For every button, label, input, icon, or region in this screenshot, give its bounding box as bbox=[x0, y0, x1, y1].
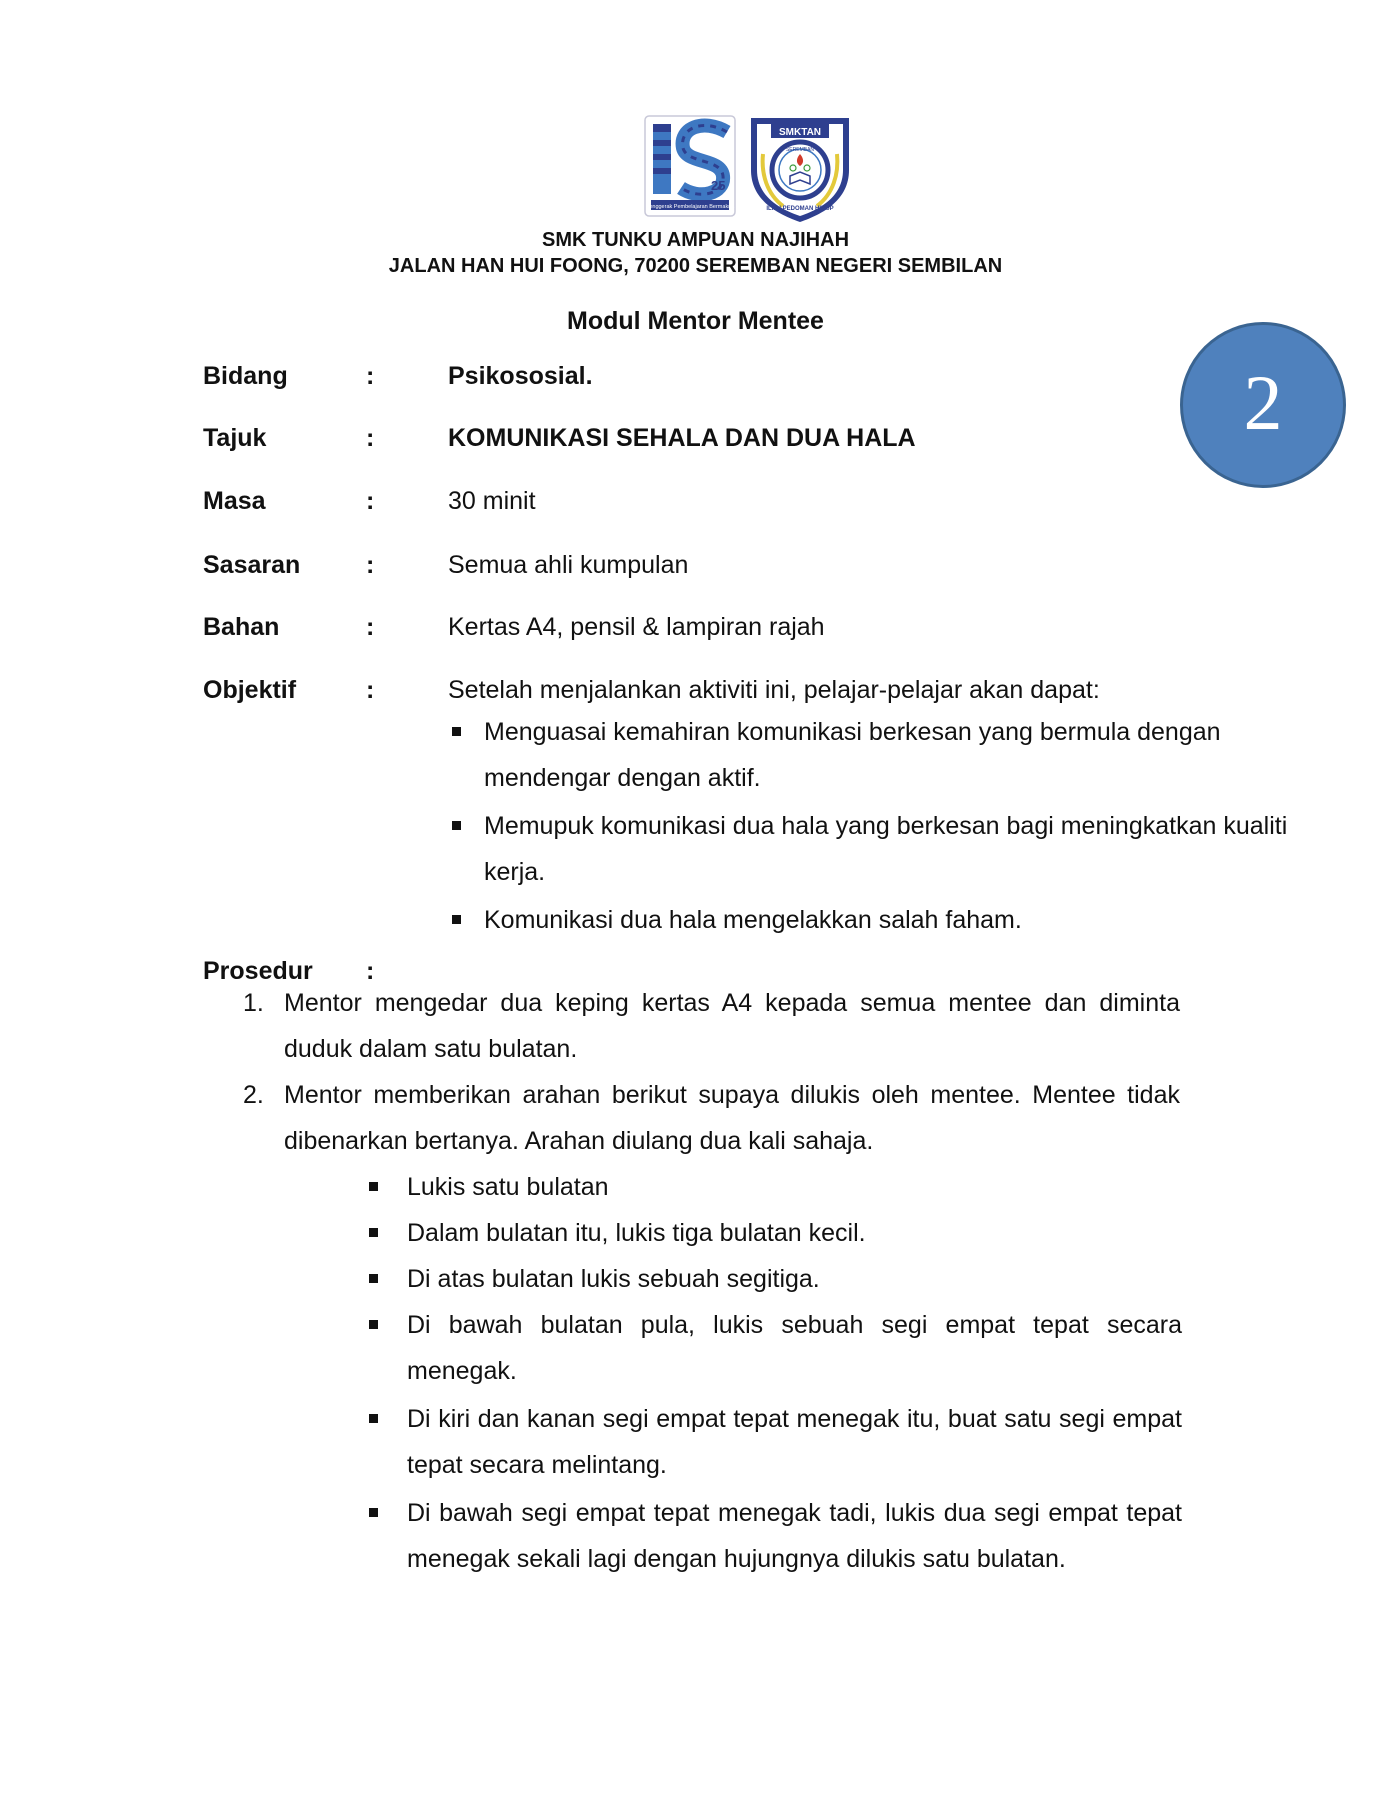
bullet-square-icon bbox=[369, 1274, 378, 1283]
objective-text: Menguasai kemahiran komunikasi berkesan yang bermula dengan mendengar dengan aktif. bbox=[484, 718, 1221, 792]
crest-ring-text: SEREMBAN bbox=[785, 147, 815, 153]
bullet-square-icon bbox=[452, 727, 461, 736]
objective-item bbox=[448, 709, 1303, 801]
crest-title: SMKTAN bbox=[778, 127, 822, 138]
field-value-bahan: Kertas A4, pensil & lampiran rajah bbox=[448, 613, 825, 641]
crest-motto: ILMU PEDOMAN HIDUP bbox=[766, 206, 834, 212]
bullet-square-icon bbox=[369, 1414, 378, 1423]
field-colon: : bbox=[366, 424, 375, 452]
page-number: 2 bbox=[1243, 359, 1283, 446]
field-colon: : bbox=[366, 487, 375, 515]
step-text: Mentor memberikan arahan berikut supaya dilukis oleh mentee. Mentee tidak dibenarkan bertanya. Arahan diulang dua kali sahaja. bbox=[284, 1081, 1180, 1155]
procedure-step bbox=[243, 980, 1180, 1072]
school-address: JALAN HAN HUI FOONG, 70200 SEREMBAN NEGERI SEMBILAN bbox=[388, 255, 1003, 277]
bullet-square-icon bbox=[452, 915, 461, 924]
instruction-text: Lukis satu bulatan bbox=[407, 1173, 609, 1201]
field-colon: : bbox=[366, 551, 375, 579]
objective-text: Memupuk komunikasi dua hala yang berkesan bagi meningkatkan kualiti kerja. bbox=[484, 812, 1288, 886]
instruction-text: Di kiri dan kanan segi empat tepat menegak itu, buat satu segi empat tepat secara melintang. bbox=[407, 1405, 1182, 1479]
instruction-item bbox=[367, 1490, 1182, 1582]
field-label-bidang: Bidang bbox=[203, 362, 288, 390]
instruction-item bbox=[367, 1302, 1182, 1394]
instruction-text: Dalam bulatan itu, lukis tiga bulatan kecil. bbox=[407, 1219, 866, 1247]
bullet-square-icon bbox=[369, 1182, 378, 1191]
objective-item bbox=[448, 897, 1303, 943]
module-title: Modul Mentor Mentee bbox=[567, 307, 824, 335]
objective-text: Komunikasi dua hala mengelakkan salah faham. bbox=[484, 906, 1022, 934]
bullet-square-icon bbox=[452, 821, 461, 830]
field-label-bahan: Bahan bbox=[203, 613, 280, 641]
program-logo-number: 25 bbox=[711, 178, 726, 193]
field-label-sasaran: Sasaran bbox=[203, 551, 301, 579]
logos-svg bbox=[643, 114, 853, 224]
field-value-masa: 30 minit bbox=[448, 487, 536, 515]
instruction-item bbox=[367, 1396, 1182, 1488]
field-value-bidang: Psikososial. bbox=[448, 362, 593, 390]
step-number: 1. bbox=[243, 989, 264, 1017]
page-number-badge bbox=[1180, 322, 1346, 488]
program-logo bbox=[645, 116, 735, 216]
step-number: 2. bbox=[243, 1081, 264, 1109]
field-value-tajuk: KOMUNIKASI SEHALA DAN DUA HALA bbox=[448, 424, 916, 452]
instruction-item bbox=[367, 1164, 1182, 1210]
field-label-tajuk: Tajuk bbox=[203, 424, 267, 452]
field-colon: : bbox=[366, 613, 375, 641]
field-label-objektif: Objektif bbox=[203, 676, 297, 704]
instruction-item bbox=[367, 1210, 1182, 1256]
field-colon: : bbox=[366, 362, 375, 390]
instruction-text: Di atas bulatan lukis sebuah segitiga. bbox=[407, 1265, 820, 1293]
bullet-square-icon bbox=[369, 1508, 378, 1517]
school-logos bbox=[643, 114, 853, 224]
field-label-prosedur: Prosedur bbox=[203, 957, 313, 985]
field-value-sasaran: Semua ahli kumpulan bbox=[448, 551, 689, 579]
school-name: SMK TUNKU AMPUAN NAJIHAH bbox=[541, 229, 850, 251]
school-crest bbox=[751, 118, 849, 222]
field-colon: : bbox=[366, 676, 375, 704]
bullet-square-icon bbox=[369, 1228, 378, 1237]
instruction-text: Di bawah segi empat tepat menegak tadi, lukis dua segi empat tepat menegak sekali lagi dengan hujungnya dilukis satu bulatan. bbox=[407, 1499, 1182, 1573]
instruction-text: Di bawah bulatan pula, lukis sebuah segi empat tepat secara menegak. bbox=[407, 1311, 1182, 1385]
procedure-step bbox=[243, 1072, 1180, 1164]
program-logo-caption: Penggerak Pembelajaran Bermakna bbox=[645, 204, 735, 210]
field-label-masa: Masa bbox=[203, 487, 266, 515]
step-text: Mentor mengedar dua keping kertas A4 kepada semua mentee dan diminta duduk dalam satu bulatan. bbox=[284, 989, 1180, 1063]
bullet-square-icon bbox=[369, 1320, 378, 1329]
field-colon: : bbox=[366, 957, 375, 985]
objective-item bbox=[448, 803, 1303, 895]
instruction-item bbox=[367, 1256, 1182, 1302]
objektif-intro: Setelah menjalankan aktiviti ini, pelajar-pelajar akan dapat: bbox=[448, 676, 1100, 704]
